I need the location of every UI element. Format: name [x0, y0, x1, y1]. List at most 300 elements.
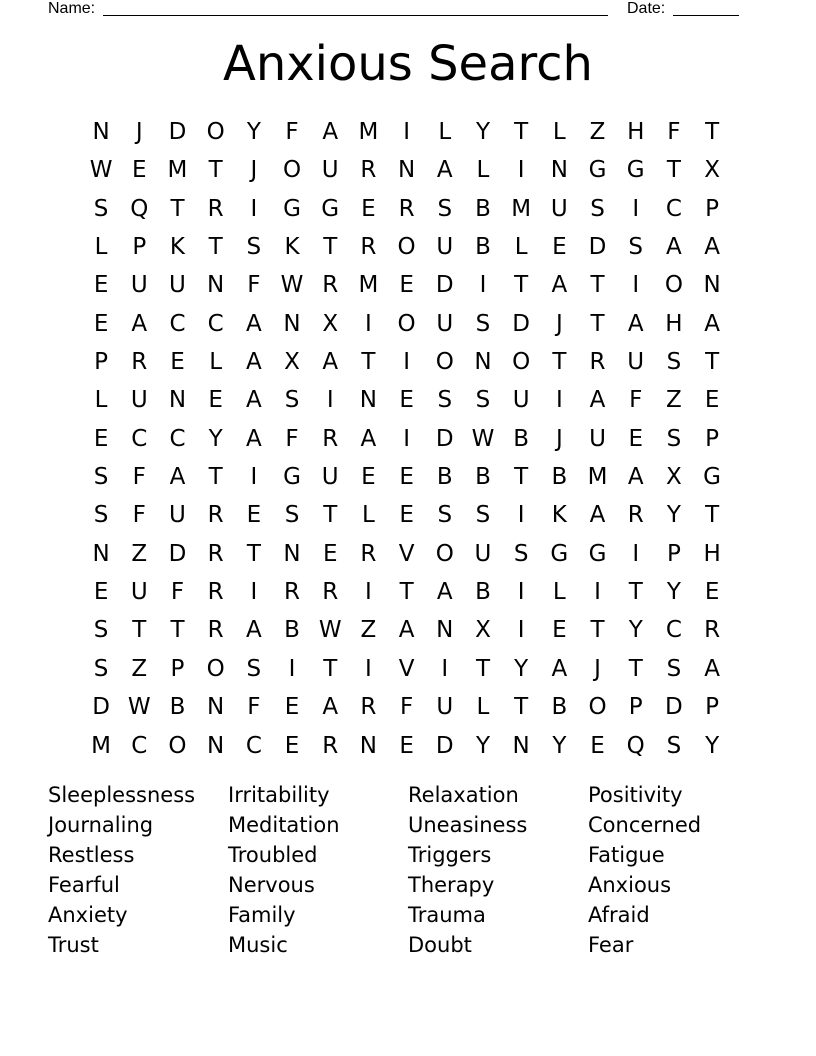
grid-letter: A: [360, 425, 377, 452]
grid-letter: U: [512, 387, 530, 414]
grid-row: [82, 151, 732, 189]
grid-letter: T: [132, 617, 147, 644]
grid-letter: R: [589, 349, 606, 376]
grid-letter: T: [170, 195, 185, 222]
grid-letter: A: [627, 310, 644, 337]
grid-letter: S: [666, 732, 682, 759]
grid-letter: G: [283, 464, 301, 491]
grid-letter: S: [93, 464, 109, 491]
grid-letter: P: [132, 234, 147, 261]
grid-letter: T: [628, 579, 643, 606]
word-list-item: Anxiety: [48, 903, 128, 927]
grid-letter: S: [284, 502, 300, 529]
grid-letter: U: [436, 694, 454, 721]
grid-letter: C: [131, 425, 148, 452]
grid-row: [82, 611, 732, 649]
grid-letter: G: [550, 540, 569, 567]
word-list-item: Positivity: [588, 783, 683, 807]
grid-letter: E: [93, 310, 109, 337]
grid-row: [82, 496, 732, 534]
grid-letter: E: [399, 387, 414, 414]
grid-letter: S: [666, 425, 682, 452]
grid-letter: E: [704, 579, 720, 606]
grid-letter: I: [632, 272, 640, 299]
grid-letter: L: [94, 387, 108, 414]
grid-letter: F: [629, 387, 643, 414]
grid-letter: W: [89, 157, 113, 184]
grid-letter: A: [245, 425, 262, 452]
grid-letter: R: [207, 502, 224, 529]
grid-letter: V: [398, 540, 415, 567]
grid-letter: T: [514, 464, 529, 491]
grid-letter: A: [322, 119, 339, 145]
grid-letter: G: [588, 540, 607, 567]
grid-letter: N: [207, 732, 225, 759]
grid-letter: M: [511, 195, 532, 222]
grid-letter: N: [283, 310, 301, 337]
grid-letter: A: [551, 272, 568, 299]
grid-letter: A: [627, 464, 644, 491]
grid-letter: T: [208, 464, 223, 491]
word-list-item: Sleeplessness: [48, 783, 196, 807]
grid-letter: R: [627, 502, 644, 529]
grid-letter: Y: [628, 617, 643, 644]
grid-letter: T: [208, 234, 223, 261]
grid-letter: B: [475, 234, 491, 261]
grid-letter: P: [628, 694, 643, 721]
word-list-item: Nervous: [228, 873, 315, 897]
word-list-item: Triggers: [408, 843, 492, 867]
grid-letter: N: [436, 617, 454, 644]
grid-letter: S: [93, 502, 109, 529]
grid-letter: H: [665, 310, 683, 337]
grid-letter: P: [666, 540, 681, 567]
grid-letter: N: [207, 272, 225, 299]
grid-letter: T: [514, 119, 529, 145]
grid-letter: M: [358, 272, 379, 299]
grid-letter: T: [170, 617, 185, 644]
grid-letter: A: [704, 655, 720, 682]
grid-letter: E: [322, 540, 338, 567]
grid-row: [82, 305, 732, 343]
word-list-item: Music: [228, 933, 288, 957]
grid-letter: R: [284, 579, 301, 606]
grid-letter: I: [365, 579, 372, 606]
grid-letter: A: [589, 387, 606, 414]
grid-letter: E: [361, 195, 376, 222]
word-list-item: Doubt: [408, 933, 472, 957]
word-list-item: Journaling: [48, 813, 154, 837]
grid-letter: G: [321, 195, 340, 222]
word-list-item: Fearful: [48, 873, 120, 897]
grid-letter: R: [704, 617, 721, 644]
grid-letter: O: [206, 655, 225, 682]
grid-letter: F: [132, 464, 146, 491]
grid-row: [82, 535, 732, 573]
grid-letter: I: [365, 655, 372, 682]
grid-letter: I: [250, 464, 258, 491]
grid-letter: E: [552, 617, 567, 644]
grid-letter: S: [93, 655, 109, 682]
grid-letter: B: [513, 425, 530, 452]
grid-letter: O: [435, 349, 454, 376]
grid-letter: T: [514, 272, 529, 299]
grid-letter: S: [246, 234, 262, 261]
grid-letter: W: [127, 694, 151, 721]
grid-letter: D: [435, 272, 454, 299]
grid-letter: F: [132, 502, 146, 529]
grid-letter: I: [288, 655, 296, 682]
grid-letter: N: [92, 540, 110, 567]
grid-letter: U: [321, 157, 339, 184]
grid-letter: L: [514, 234, 528, 261]
grid-letter: S: [475, 310, 491, 337]
grid-letter: A: [436, 157, 453, 184]
word-list: [48, 780, 768, 960]
grid-letter: U: [130, 387, 148, 414]
grid-letter: E: [132, 157, 147, 184]
grid-letter: K: [284, 234, 300, 261]
grid-letter: N: [168, 387, 187, 414]
grid-letter: U: [169, 502, 186, 529]
grid-letter: I: [250, 195, 258, 222]
grid-letter: B: [436, 464, 453, 491]
grid-letter: S: [437, 502, 453, 529]
grid-letter: Y: [666, 502, 681, 529]
grid-letter: Z: [131, 540, 148, 567]
grid-letter: N: [92, 119, 110, 145]
grid-letter: C: [169, 310, 186, 337]
grid-letter: S: [93, 617, 109, 644]
grid-letter: I: [326, 387, 334, 414]
grid-letter: Z: [589, 119, 606, 145]
grid-letter: B: [284, 617, 300, 644]
grid-letter: G: [283, 195, 301, 222]
grid-letter: B: [169, 694, 186, 721]
grid-letter: M: [167, 157, 188, 184]
grid-letter: Y: [705, 732, 720, 759]
grid-letter: E: [399, 732, 414, 759]
grid-letter: D: [588, 234, 607, 261]
grid-letter: E: [704, 387, 720, 414]
grid-letter: E: [170, 349, 185, 376]
grid-letter: Y: [475, 732, 490, 759]
grid-letter: Z: [666, 387, 682, 414]
grid-letter: R: [322, 732, 339, 759]
grid-letter: D: [512, 310, 531, 337]
grid-letter: E: [552, 234, 567, 261]
grid-letter: T: [399, 579, 414, 606]
grid-letter: F: [247, 694, 261, 721]
grid-letter: R: [207, 579, 224, 606]
grid-letter: E: [590, 732, 605, 759]
grid-letter: M: [587, 464, 608, 491]
grid-letter: I: [250, 579, 258, 606]
word-list-item: Concerned: [588, 813, 702, 837]
grid-letter: S: [513, 540, 529, 567]
grid-letter: T: [705, 349, 720, 376]
grid-letter: N: [397, 157, 416, 184]
grid-row: [82, 458, 732, 496]
grid-letter: E: [628, 425, 643, 452]
grid-letter: F: [285, 119, 299, 145]
grid-letter: P: [94, 349, 109, 376]
grid-letter: A: [398, 617, 415, 644]
grid-letter: A: [704, 310, 720, 337]
grid-letter: I: [632, 540, 640, 567]
grid-letter: L: [209, 349, 223, 376]
grid-letter: Y: [666, 579, 681, 606]
grid-letter: R: [398, 195, 415, 222]
grid-letter: N: [207, 694, 225, 721]
grid-letter: N: [359, 387, 378, 414]
date-blank-line: [673, 15, 739, 16]
grid-letter: J: [594, 655, 601, 682]
grid-letter: T: [590, 272, 605, 299]
grid-letter: S: [437, 387, 453, 414]
grid-letter: S: [628, 234, 644, 261]
grid-letter: A: [436, 579, 453, 606]
grid-letter: Y: [246, 119, 261, 145]
grid-letter: R: [207, 540, 224, 567]
grid-letter: R: [207, 617, 224, 644]
grid-letter: P: [170, 655, 185, 682]
word-list-item: Family: [228, 903, 296, 927]
grid-letter: N: [359, 732, 378, 759]
grid-letter: B: [475, 195, 491, 222]
grid-letter: S: [590, 195, 605, 222]
word-list-item: Irritability: [228, 783, 330, 807]
word-list-item: Restless: [48, 843, 135, 867]
grid-letter: L: [552, 579, 566, 606]
grid-letter: U: [169, 272, 186, 299]
grid-letter: O: [664, 272, 683, 299]
grid-letter: P: [705, 694, 720, 721]
grid-letter: L: [94, 234, 108, 261]
word-list-item: Troubled: [228, 843, 318, 867]
grid-letter: T: [208, 157, 223, 184]
grid-letter: A: [322, 694, 339, 721]
grid-letter: T: [705, 119, 720, 145]
word-list-item: Therapy: [408, 873, 495, 897]
grid-row: [82, 688, 732, 726]
grid-letter: C: [169, 425, 186, 452]
grid-letter: X: [666, 464, 682, 491]
name-label: Name:: [48, 0, 96, 17]
grid-row: [82, 727, 732, 765]
grid-row: [82, 113, 732, 151]
grid-letter: B: [551, 694, 568, 721]
grid-letter: I: [403, 425, 410, 452]
grid-letter: E: [93, 579, 109, 606]
grid-letter: A: [666, 234, 682, 261]
grid-letter: L: [476, 694, 490, 721]
grid-letter: I: [517, 157, 525, 184]
grid-letter: J: [250, 157, 258, 184]
grid-letter: I: [517, 617, 525, 644]
grid-letter: X: [704, 157, 720, 184]
grid-letter: N: [703, 272, 721, 299]
grid-letter: D: [92, 694, 110, 721]
grid-letter: I: [517, 579, 525, 606]
grid-letter: N: [283, 540, 301, 567]
grid-letter: E: [361, 464, 376, 491]
grid-letter: E: [284, 732, 300, 759]
word-list-item: Relaxation: [408, 783, 519, 807]
grid-letter: O: [588, 694, 607, 721]
grid-letter: F: [285, 425, 299, 452]
grid-letter: Y: [475, 119, 490, 145]
grid-row: [82, 420, 732, 458]
grid-letter: O: [168, 732, 187, 759]
grid-letter: Y: [208, 425, 223, 452]
grid-letter: A: [245, 617, 262, 644]
grid-letter: F: [667, 119, 681, 145]
date-label: Date:: [627, 0, 666, 17]
grid-letter: A: [245, 349, 262, 376]
grid-letter: J: [135, 119, 143, 145]
grid-letter: S: [284, 387, 300, 414]
grid-letter: R: [207, 195, 224, 222]
grid-letter: R: [131, 349, 148, 376]
grid-letter: T: [628, 655, 643, 682]
grid-letter: O: [397, 310, 416, 337]
grid-letter: I: [441, 655, 449, 682]
grid-letter: L: [438, 119, 452, 145]
grid-letter: O: [512, 349, 531, 376]
grid-letter: M: [91, 732, 112, 759]
grid-letter: O: [435, 540, 454, 567]
grid-letter: S: [475, 387, 491, 414]
grid-letter: S: [475, 502, 491, 529]
grid-letter: S: [93, 195, 109, 222]
grid-letter: F: [170, 579, 185, 606]
grid-letter: I: [594, 579, 601, 606]
grid-letter: I: [403, 119, 410, 145]
grid-letter: X: [322, 310, 339, 337]
grid-letter: T: [705, 502, 720, 529]
grid-row: [82, 228, 732, 266]
grid-letter: D: [168, 540, 187, 567]
grid-letter: H: [627, 119, 645, 145]
grid-letter: A: [245, 387, 262, 414]
grid-letter: T: [323, 655, 338, 682]
grid-letter: Y: [514, 655, 529, 682]
word-list-item: Meditation: [228, 813, 340, 837]
word-list-item: Fear: [588, 933, 634, 957]
grid-letter: J: [555, 310, 563, 337]
word-list-item: Anxious: [588, 873, 672, 897]
grid-letter: N: [474, 349, 492, 376]
grid-letter: A: [704, 234, 720, 261]
grid-letter: L: [552, 119, 566, 145]
grid-letter: S: [437, 195, 453, 222]
word-list-item: Trust: [48, 933, 99, 957]
grid-letter: V: [398, 655, 415, 682]
grid-letter: I: [517, 502, 525, 529]
grid-letter: U: [627, 349, 645, 376]
grid-letter: H: [703, 540, 721, 567]
word-list-item: Trauma: [408, 903, 486, 927]
grid-letter: T: [361, 349, 376, 376]
grid-letter: R: [322, 272, 339, 299]
word-list-item: Uneasiness: [408, 813, 528, 837]
grid-letter: A: [245, 310, 262, 337]
grid-letter: E: [93, 425, 109, 452]
grid-letter: W: [471, 425, 495, 452]
grid-letter: I: [479, 272, 487, 299]
grid-row: [82, 650, 732, 688]
puzzle-title: Anxious Search: [223, 36, 593, 92]
grid-letter: S: [666, 655, 682, 682]
word-list-item: Afraid: [588, 903, 650, 927]
grid-letter: T: [514, 694, 529, 721]
grid-letter: U: [321, 464, 339, 491]
grid-letter: T: [323, 234, 338, 261]
grid-letter: Q: [626, 732, 645, 759]
grid-letter: L: [361, 502, 375, 529]
grid-letter: U: [589, 425, 606, 452]
name-blank-line: [103, 15, 608, 16]
grid-letter: N: [512, 732, 530, 759]
grid-letter: I: [365, 310, 372, 337]
grid-letter: T: [475, 655, 490, 682]
grid-letter: X: [475, 617, 491, 644]
grid-letter: T: [323, 502, 338, 529]
grid-letter: W: [318, 617, 342, 644]
grid-letter: U: [436, 310, 454, 337]
grid-letter: C: [245, 732, 262, 759]
grid-row: [82, 343, 732, 381]
grid-letter: C: [665, 195, 682, 222]
header-fields: [48, 0, 748, 20]
grid-letter: U: [436, 234, 454, 261]
grid-letter: Y: [552, 732, 567, 759]
grid-letter: A: [169, 464, 186, 491]
grid-letter: R: [360, 157, 377, 184]
grid-letter: E: [93, 272, 109, 299]
grid-letter: A: [589, 502, 606, 529]
grid-row: [82, 190, 732, 228]
grid-letter: A: [322, 349, 339, 376]
grid-letter: I: [555, 387, 563, 414]
grid-row: [82, 266, 732, 304]
grid-letter: A: [131, 310, 148, 337]
grid-letter: G: [588, 157, 607, 184]
grid-letter: C: [665, 617, 682, 644]
grid-letter: B: [475, 464, 491, 491]
grid-letter: C: [131, 732, 148, 759]
grid-letter: T: [246, 540, 261, 567]
grid-letter: E: [399, 502, 414, 529]
grid-letter: E: [399, 272, 414, 299]
grid-letter: P: [705, 195, 720, 222]
grid-letter: U: [550, 195, 568, 222]
grid-letter: R: [322, 425, 339, 452]
grid-letter: R: [322, 579, 339, 606]
grid-letter: S: [246, 655, 262, 682]
grid-letter: I: [403, 349, 410, 376]
grid-letter: F: [247, 272, 261, 299]
grid-letter: O: [397, 234, 416, 261]
grid-row: [82, 573, 732, 611]
grid-letter: U: [130, 579, 148, 606]
grid-letter: U: [474, 540, 492, 567]
grid-letter: F: [399, 694, 414, 721]
grid-letter: D: [435, 732, 454, 759]
grid-letter: J: [555, 425, 563, 452]
grid-letter: K: [551, 502, 567, 529]
